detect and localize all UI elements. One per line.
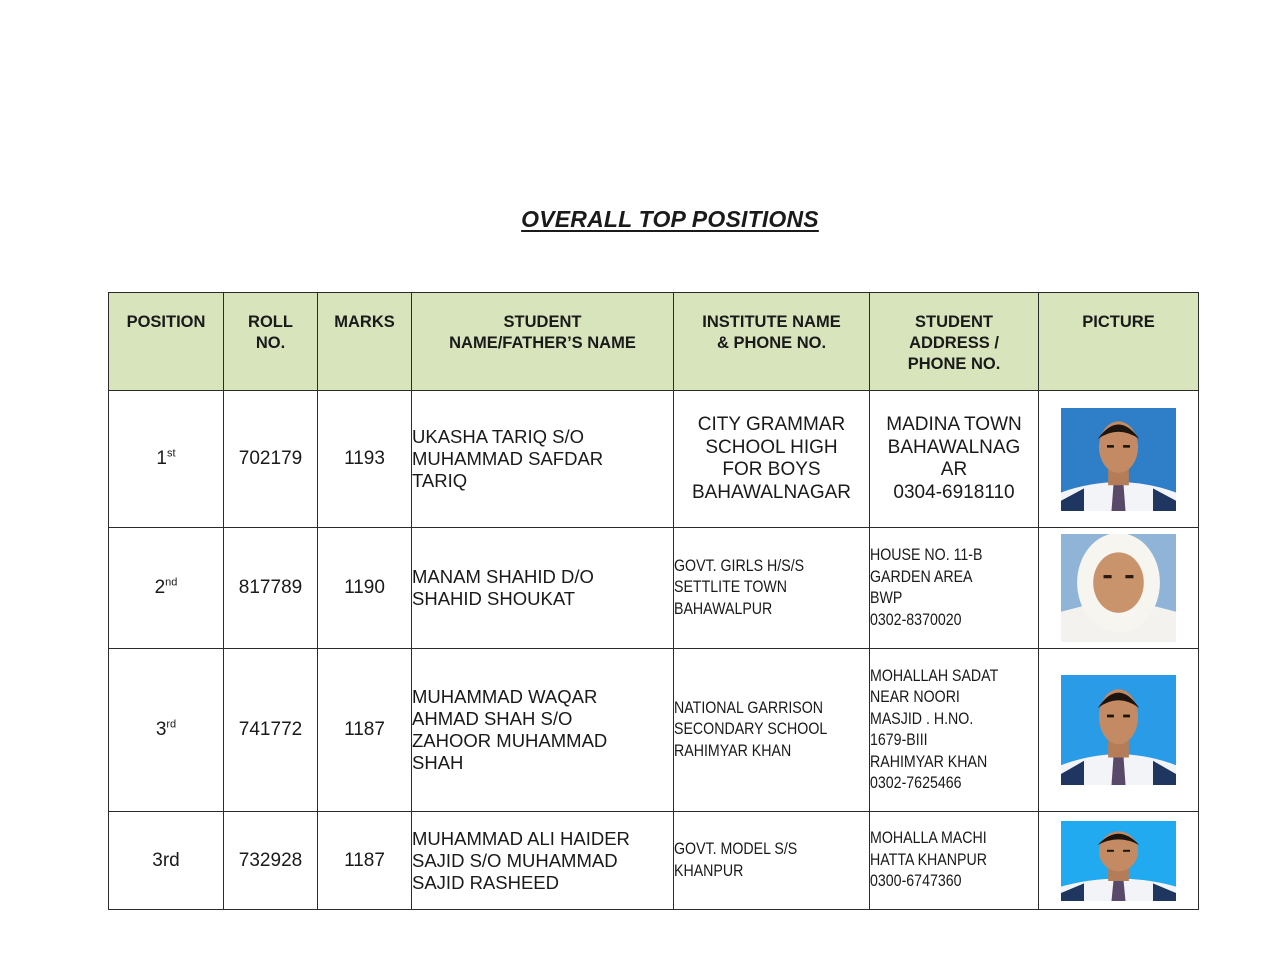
- text-line: AHMAD SHAH S/O: [412, 708, 573, 729]
- student-name-cell: [412, 391, 674, 528]
- header-inst-line: INSTITUTE NAME: [702, 313, 841, 331]
- header-student-name: [412, 293, 674, 391]
- text-line: [870, 610, 1038, 632]
- text-line: [870, 871, 1038, 893]
- roll-no-cell: 741772: [224, 649, 318, 812]
- text-line-inner: SECONDARY SCHOOL: [674, 720, 828, 739]
- position-cell: [109, 812, 224, 910]
- text-line: [870, 828, 1038, 850]
- text-line: [674, 698, 869, 720]
- text-line: [870, 545, 1038, 567]
- student-photo: [1061, 408, 1176, 511]
- text-line: [674, 577, 869, 599]
- student-name-cell: [412, 528, 674, 649]
- header-row: [109, 293, 1199, 391]
- text-line: SHAHID SHOUKAT: [412, 588, 576, 609]
- text-line-inner: RAHIMYAR KHAN: [674, 741, 792, 760]
- position-suffix: nd: [165, 576, 178, 589]
- text-line-inner: 0300-6747360: [870, 872, 962, 891]
- text-line: TARIQ: [412, 470, 468, 491]
- text-line: SAJID S/O MUHAMMAD: [412, 849, 618, 871]
- text-line: AR: [940, 459, 968, 480]
- student-photo: [1061, 821, 1176, 901]
- student-photo: [1061, 534, 1176, 642]
- text-line: [674, 861, 869, 883]
- table-row: [109, 391, 1199, 528]
- header-roll-line: NO.: [255, 334, 286, 352]
- picture-cell: [1039, 528, 1199, 649]
- position-cell: [109, 649, 224, 812]
- position-number: 2: [154, 577, 166, 598]
- text-line: [674, 556, 869, 578]
- text-line: SAJID RASHEED: [412, 871, 560, 893]
- text-line-inner: NEAR NOORI: [870, 688, 960, 706]
- text-line-inner: GOVT. GIRLS H/S/S: [674, 556, 805, 575]
- text-line-inner: BWP: [870, 589, 903, 607]
- text-line: [674, 741, 869, 763]
- text-line: MADINA TOWN: [886, 414, 1022, 435]
- text-line: [870, 850, 1038, 872]
- page-title: OVERALL TOP POSITIONS: [521, 206, 819, 232]
- roll-no-cell: 817789: [224, 528, 318, 649]
- text-line: 0304-6918110: [893, 481, 1015, 503]
- text-line: SCHOOL HIGH: [705, 436, 838, 458]
- text-line: [870, 687, 1038, 709]
- text-line: ZAHOOR MUHAMMAD: [412, 730, 608, 751]
- text-line-inner: GOVT. MODEL S/S: [674, 840, 798, 858]
- student-photo: [1061, 675, 1176, 785]
- header-roll-line: ROLL: [248, 313, 293, 331]
- header-addr-line: STUDENT: [915, 313, 993, 331]
- address-cell: [870, 528, 1039, 649]
- header-addr-line: ADDRESS /: [909, 334, 999, 352]
- header-name-line: STUDENT: [503, 313, 582, 331]
- marks-cell: 1190: [318, 528, 412, 649]
- text-line: [870, 567, 1038, 589]
- student-name-cell: [412, 649, 674, 812]
- position-cell: [109, 528, 224, 649]
- text-line: MANAM SHAHID D/O: [412, 566, 594, 587]
- text-line: [870, 666, 1038, 688]
- position-suffix: rd: [166, 718, 177, 731]
- text-line: [870, 709, 1038, 731]
- text-line: SHAH: [412, 752, 464, 773]
- student-name-cell: [412, 812, 674, 910]
- header-inst-line: & PHONE NO.: [716, 334, 827, 352]
- roll-no-cell: 732928: [224, 812, 318, 910]
- table-row: [109, 812, 1199, 910]
- institute-cell: [674, 528, 870, 649]
- text-line-inner: MOHALLAH SADAT: [870, 666, 999, 685]
- header-name-line: NAME/FATHER’S NAME: [449, 334, 636, 352]
- text-line: BAHAWALNAG: [887, 436, 1021, 458]
- text-line: [674, 839, 869, 861]
- text-line-inner: KHANPUR: [674, 861, 744, 880]
- table-row: [109, 649, 1199, 812]
- text-line: CITY GRAMMAR: [697, 414, 846, 435]
- header-marks: MARKS: [318, 293, 412, 391]
- text-line-inner: 0302-8370020: [870, 610, 962, 629]
- institute-cell: [674, 649, 870, 812]
- position-number: 1: [156, 448, 167, 469]
- header-address: [870, 293, 1039, 391]
- text-line: MUHAMMAD ALI HAIDER: [412, 827, 630, 849]
- marks-cell: 1193: [318, 391, 412, 528]
- picture-cell: [1039, 391, 1199, 528]
- text-line-inner: GARDEN AREA: [870, 567, 973, 586]
- text-line: FOR BOYS: [722, 459, 821, 480]
- position-number: 3: [155, 719, 167, 740]
- text-line-inner: MOHALLA MACHI: [870, 829, 987, 848]
- text-line: [870, 752, 1038, 774]
- roll-no-cell: 702179: [224, 391, 318, 528]
- address-cell: [870, 391, 1039, 528]
- institute-cell: [674, 391, 870, 528]
- text-line-inner: RAHIMYAR KHAN: [870, 752, 988, 771]
- text-line: [870, 773, 1038, 795]
- header-position: POSITION: [109, 293, 224, 391]
- header-addr-line: PHONE NO.: [907, 355, 1001, 373]
- institute-cell: [674, 812, 870, 910]
- header-roll-no: [224, 293, 318, 391]
- text-line: MUHAMMAD SAFDAR: [412, 448, 604, 469]
- picture-cell: [1039, 649, 1199, 812]
- text-line: [870, 588, 1038, 610]
- text-line-inner: MASJID . H.NO.: [870, 709, 974, 728]
- text-line-inner: SETTLITE TOWN: [674, 578, 788, 597]
- text-line: [674, 599, 869, 621]
- text-line-inner: BAHAWALPUR: [674, 599, 773, 618]
- header-institute: [674, 293, 870, 391]
- text-line-inner: NATIONAL GARRISON: [674, 698, 824, 717]
- header-picture: PICTURE: [1039, 293, 1199, 391]
- marks-cell: 1187: [318, 649, 412, 812]
- text-line: UKASHA TARIQ S/O: [412, 426, 585, 447]
- text-line: MUHAMMAD WAQAR: [412, 686, 598, 707]
- text-line-inner: 1679-BIII: [870, 731, 928, 749]
- table-row: [109, 528, 1199, 649]
- text-line-inner: HOUSE NO. 11-B: [870, 546, 983, 564]
- position-number: 3rd: [152, 849, 180, 871]
- address-cell: [870, 649, 1039, 812]
- text-line: [674, 719, 869, 741]
- picture-cell: [1039, 812, 1199, 910]
- address-cell: [870, 812, 1039, 910]
- top-positions-table: [108, 292, 1199, 910]
- position-cell: [109, 391, 224, 528]
- text-line-inner: HATTA KHANPUR: [870, 850, 987, 869]
- text-line: BAHAWALNAGAR: [691, 481, 852, 503]
- text-line: [870, 730, 1038, 752]
- text-line-inner: 0302-7625466: [870, 774, 962, 792]
- marks-cell: 1187: [318, 812, 412, 910]
- position-suffix: st: [167, 447, 176, 460]
